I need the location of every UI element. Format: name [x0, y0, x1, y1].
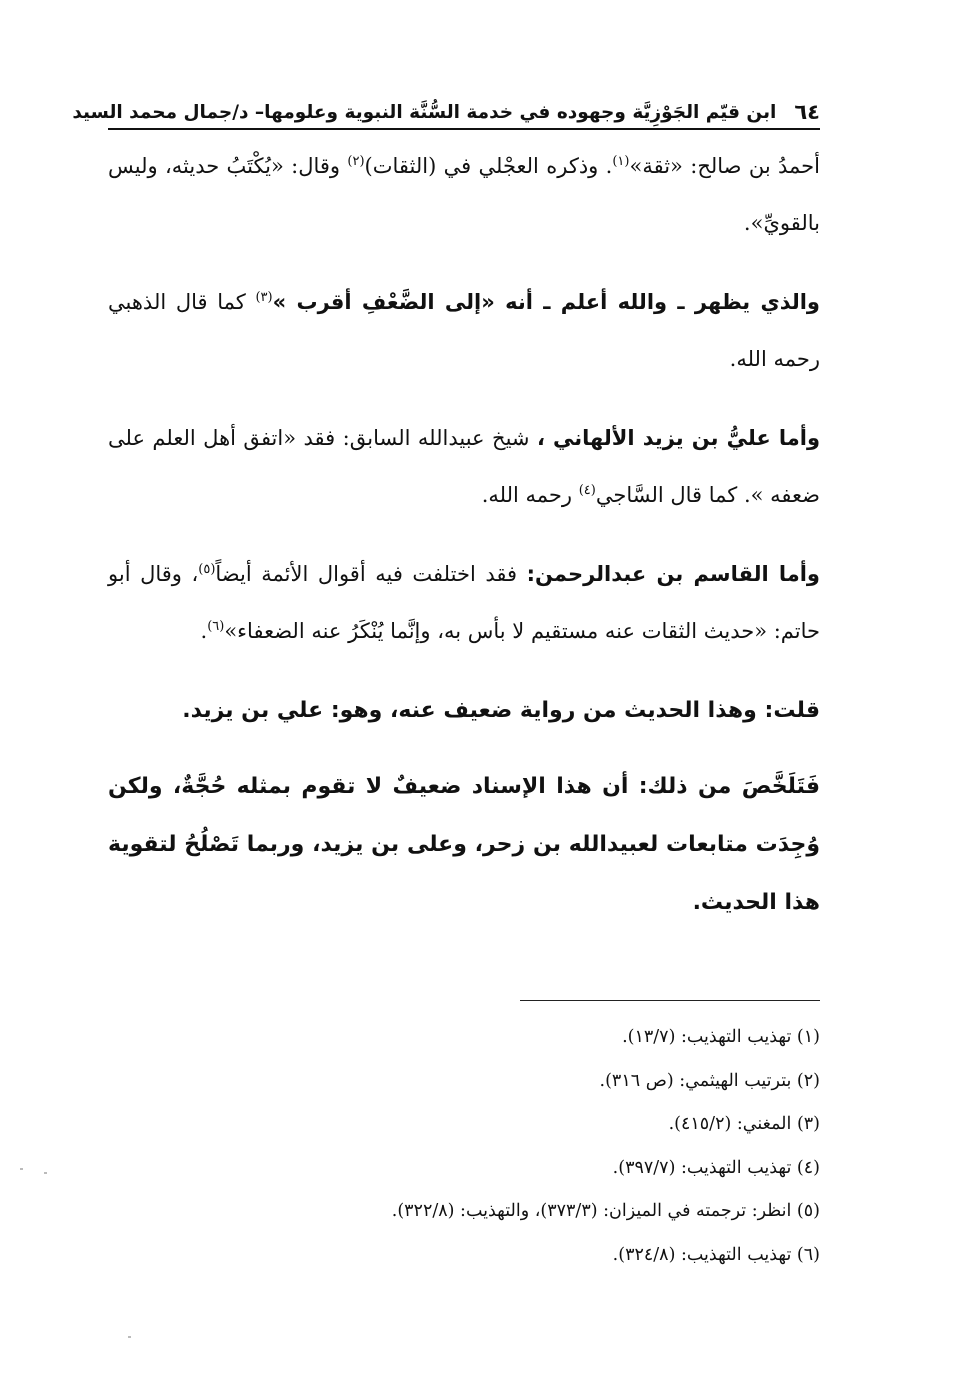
footnotes [108, 1016, 820, 1277]
header-title: ابن قيّم الجَوْزِيَّة وجهوده في خدمة السُّنَّة النبوية وعلومها– د/جمال محمد السيد [72, 102, 777, 123]
paragraph-2-bold: والذي يظهر ـ والله أعلم ـ أنه «إلى الضَّعْفِ أقرب » [272, 290, 820, 314]
running-header [72, 88, 820, 130]
footnote-ref-5: (٥) [198, 562, 216, 577]
footnote-4: (٤) تهذيب التهذيب: (٣٩٧/٧). [612, 1157, 820, 1178]
paragraph-1-text-c: وقال: «يُكْتَبُ حديثه، وليس بالقويِّ». [108, 154, 820, 235]
footnote-separator [520, 1000, 820, 1001]
paragraph-4-text-a: فقد اختلفت فيه أقوال الأئمة أيضاً [215, 562, 527, 586]
paragraph-4-text-b: ، وقال أبو حاتم: «حديث الثقات عنه مستقيم لا بأس به، وإنَّما يُنْكَرُ عنه الضعفاء» [108, 562, 820, 643]
paragraph-3-bold: وأما عليُّ بن يزيد الألهاني ، [536, 426, 820, 450]
paragraph-2-text: كما قال الذهبي رحمه الله. [108, 290, 820, 371]
paragraph-3-text-a: شيخ عبيدالله السابق: فقد «اتفق أهل العلم على ضعفه ». كما قال السَّاجي [108, 426, 820, 507]
paragraph-1 [108, 138, 820, 252]
scan-speck [44, 1172, 47, 1174]
footnote-ref-2: (٢) [347, 154, 365, 169]
scan-speck [20, 1168, 23, 1170]
footnote-3: (٣) المغني: (٤١٥/٢). [668, 1114, 820, 1134]
footnote-2: (٢) بترتيب الهيثمي: (ص ٣١٦). [599, 1070, 820, 1091]
footnote-5: (٥) انظر: ترجمته في الميزان: (٣٧٣/٣)، والتهذيب: (٣٢٢/٨). [391, 1201, 820, 1221]
footnote-ref-3: (٣) [255, 290, 273, 305]
paragraph-4-bold: وأما القاسم بن عبدالرحمن: [526, 562, 820, 586]
paragraph-2 [108, 274, 820, 388]
main-text [108, 138, 820, 932]
footnote-ref-6: (٦) [207, 619, 225, 634]
paragraph-1-text-b: . وذكره العجْلي في (الثقات) [364, 154, 613, 178]
paragraph-1-text-a: أحمدُ بن صالح: «ثقة» [629, 154, 821, 178]
footnote-ref-1: (١) [612, 154, 630, 169]
paragraph-5: قلت: وهذا الحديث من رواية ضعيف عنه، وهو: علي بن يزيد. [182, 698, 820, 723]
scan-speck [128, 1336, 131, 1338]
paragraph-4-text-c: . [200, 619, 208, 643]
paragraph-3-text-b: رحمه الله. [481, 483, 579, 507]
footnote-6: (٦) تهذيب التهذيب: (٣٢٤/٨). [612, 1244, 820, 1265]
footnote-ref-4: (٤) [578, 483, 596, 498]
paragraph-3 [108, 410, 820, 524]
page-number: ٦٤ [794, 100, 820, 124]
footnote-1: (١) تهذيب التهذيب: (١٣/٧). [622, 1027, 820, 1047]
paragraph-4 [108, 546, 820, 660]
paragraph-6-conclusion: فَتَلَخَّصَ من ذلك: أن هذا الإسناد ضعيفٌ لا تقوم بمثله حُجَّةٌ، ولكن وُجِدَت متابعات لعبيدالله بن زحر، وعلى بن يزيد، وربما تَصْلُحُ لتقوية هذا الحديث. [108, 774, 820, 915]
